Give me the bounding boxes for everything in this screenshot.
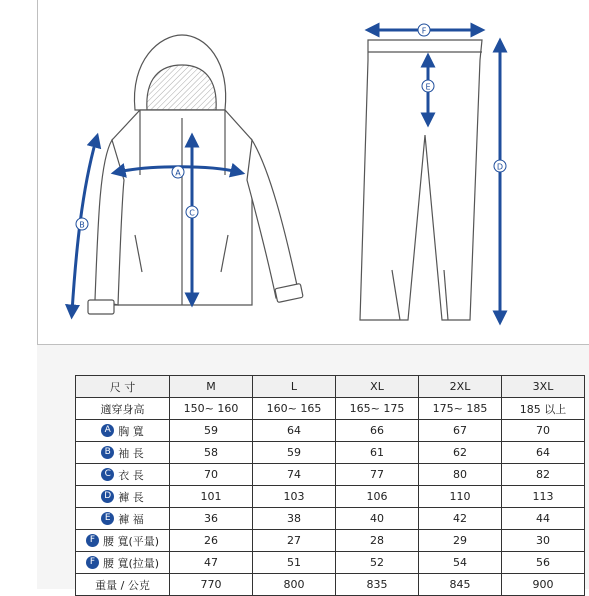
table-cell: 29	[419, 530, 502, 552]
table-cell: 30	[502, 530, 585, 552]
table-header-cell: L	[253, 376, 336, 398]
table-row	[76, 552, 585, 574]
table-cell: 59	[253, 442, 336, 464]
table-cell: 44	[502, 508, 585, 530]
table-cell: 165~ 175	[336, 398, 419, 420]
size-chart-table	[75, 375, 585, 596]
badge-c	[186, 206, 198, 218]
table-cell: 835	[336, 574, 419, 596]
table-cell: 113	[502, 486, 585, 508]
table-cell: 106	[336, 486, 419, 508]
table-cell: 103	[253, 486, 336, 508]
table-header-cell: XL	[336, 376, 419, 398]
table-row	[76, 442, 585, 464]
badge-e-text: E	[425, 82, 431, 92]
row-label-cell	[76, 486, 170, 508]
table-cell: 61	[336, 442, 419, 464]
badge-a-text: A	[175, 168, 181, 178]
table-cell: 64	[502, 442, 585, 464]
row-label: 褲 長	[118, 490, 144, 504]
row-label: 重量 / 公克	[95, 578, 150, 592]
row-label-cell	[76, 420, 170, 442]
table-row	[76, 464, 585, 486]
table-cell: 27	[253, 530, 336, 552]
table-cell: 62	[419, 442, 502, 464]
table-cell: 66	[336, 420, 419, 442]
table-row	[76, 574, 585, 596]
table-cell: 64	[253, 420, 336, 442]
row-label: 褲 福	[118, 512, 144, 526]
pants-drawing	[360, 40, 482, 320]
table-cell: 80	[419, 464, 502, 486]
table-cell: 40	[336, 508, 419, 530]
badge-e	[422, 80, 434, 92]
badge-a	[172, 166, 184, 178]
row-label-cell	[76, 530, 170, 552]
table-cell: 52	[336, 552, 419, 574]
table-cell: 70	[502, 420, 585, 442]
table-cell: 77	[336, 464, 419, 486]
table-cell: 47	[170, 552, 253, 574]
row-label-cell	[76, 508, 170, 530]
table-row	[76, 420, 585, 442]
table-header-cell: 尺 寸	[76, 376, 170, 398]
table-row	[76, 486, 585, 508]
table-cell: 110	[419, 486, 502, 508]
row-badge: B	[101, 446, 114, 459]
table-cell: 54	[419, 552, 502, 574]
size-chart-area	[37, 345, 589, 592]
badge-d	[494, 160, 506, 172]
row-badge: E	[101, 512, 114, 525]
table-cell: 160~ 165	[253, 398, 336, 420]
table-header-cell: 2XL	[419, 376, 502, 398]
badge-f-text: F	[421, 26, 427, 36]
table-cell: 74	[253, 464, 336, 486]
table-row	[76, 530, 585, 552]
badge-f	[418, 24, 430, 36]
table-cell: 58	[170, 442, 253, 464]
table-header-cell: M	[170, 376, 253, 398]
table-cell: 800	[253, 574, 336, 596]
table-cell: 38	[253, 508, 336, 530]
table-cell: 82	[502, 464, 585, 486]
row-label: 胸 寬	[118, 424, 144, 438]
row-badge: C	[101, 468, 114, 481]
table-cell: 51	[253, 552, 336, 574]
row-label-cell	[76, 574, 170, 596]
table-cell: 150~ 160	[170, 398, 253, 420]
row-label-cell	[76, 398, 170, 420]
table-header-cell: 3XL	[502, 376, 585, 398]
table-cell: 36	[170, 508, 253, 530]
table-cell: 185 以上	[502, 398, 585, 420]
table-cell: 175~ 185	[419, 398, 502, 420]
row-badge: A	[101, 424, 114, 437]
row-label: 腰 寬(平量)	[102, 534, 160, 548]
badge-d-text: D	[496, 162, 504, 172]
table-header-row	[76, 376, 585, 398]
table-cell: 67	[419, 420, 502, 442]
row-label-cell	[76, 464, 170, 486]
table-cell: 845	[419, 574, 502, 596]
table-row	[76, 508, 585, 530]
row-label-cell	[76, 552, 170, 574]
row-badge: D	[101, 490, 114, 503]
table-cell: 101	[170, 486, 253, 508]
table-cell: 26	[170, 530, 253, 552]
table-cell: 70	[170, 464, 253, 486]
table-cell: 770	[170, 574, 253, 596]
row-label: 適穿身高	[100, 402, 145, 416]
badge-c-text: C	[189, 208, 195, 218]
row-badge: F	[86, 534, 99, 547]
badge-b	[76, 218, 88, 230]
row-label: 袖 長	[118, 446, 144, 460]
row-label-cell	[76, 442, 170, 464]
row-badge: F	[86, 556, 99, 569]
table-cell: 28	[336, 530, 419, 552]
table-row	[76, 398, 585, 420]
table-cell: 59	[170, 420, 253, 442]
row-label: 腰 寬(拉量)	[102, 556, 160, 570]
row-label: 衣 長	[118, 468, 144, 482]
table-cell: 56	[502, 552, 585, 574]
table-cell: 900	[502, 574, 585, 596]
badge-b-text: B	[79, 220, 85, 230]
table-cell: 42	[419, 508, 502, 530]
jacket-drawing	[88, 35, 303, 314]
